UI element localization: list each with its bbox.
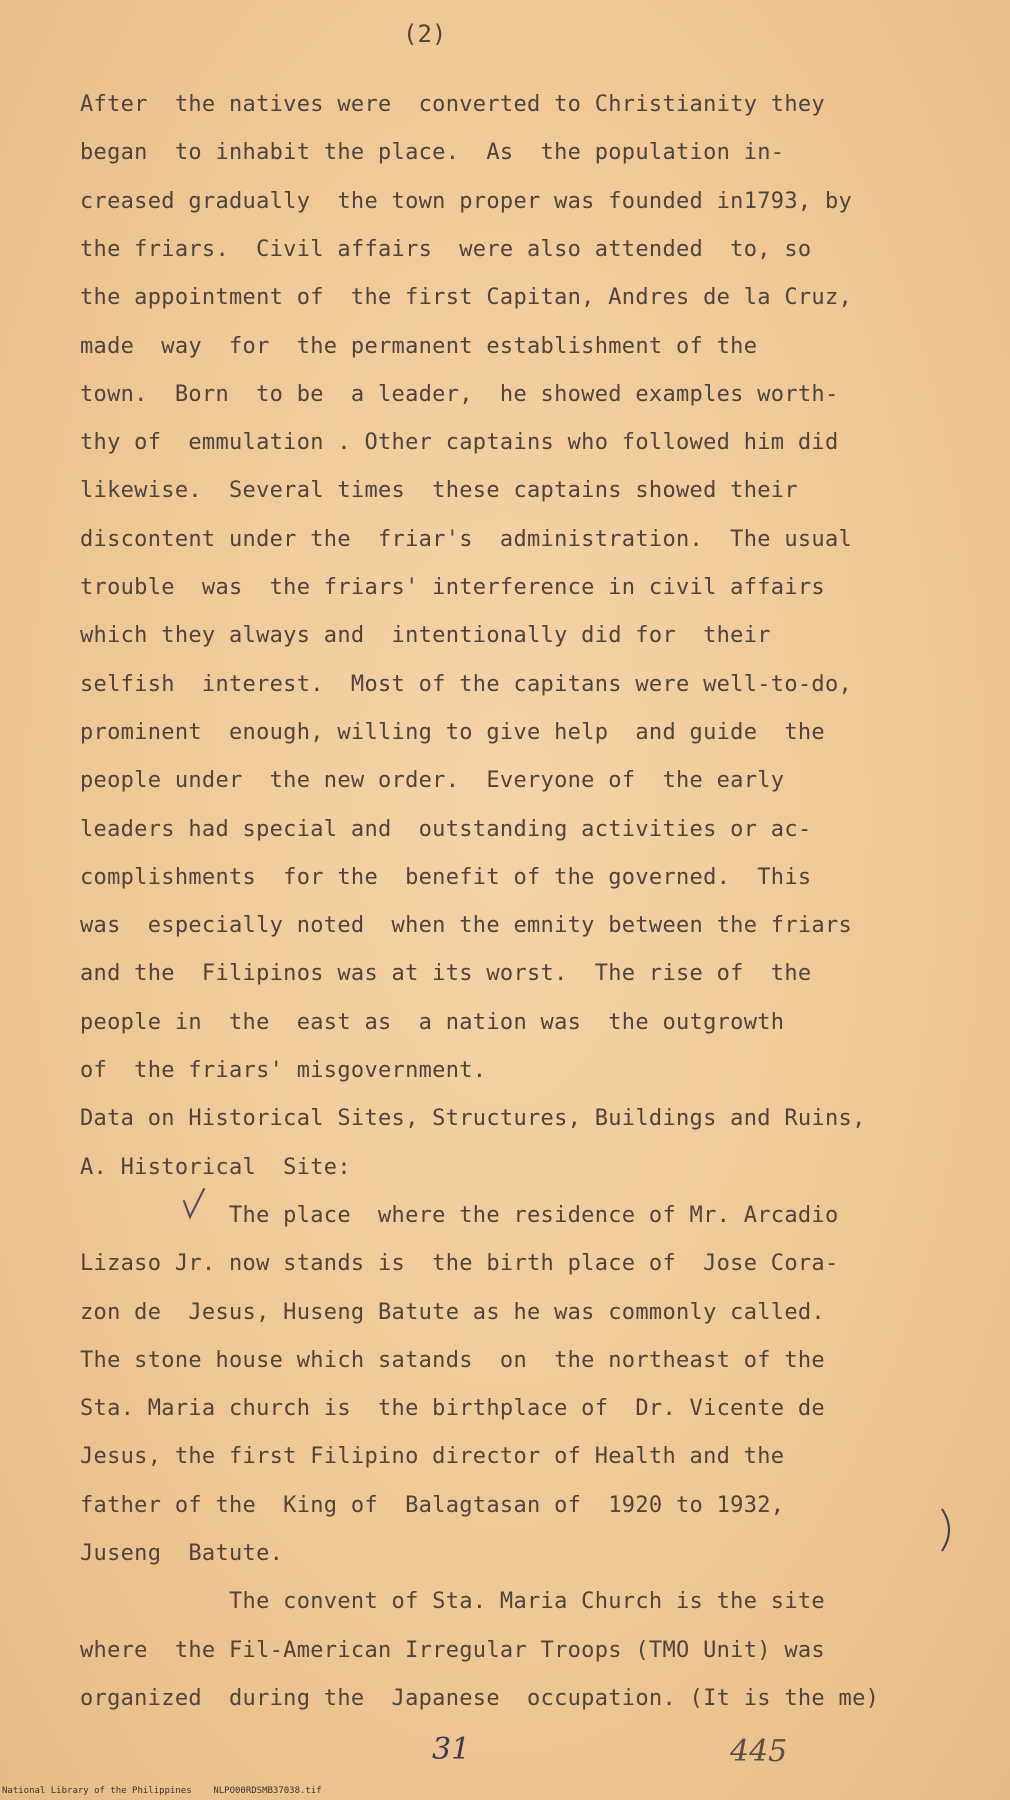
text-line: creased gradually the town proper was founded in1793, by — [80, 188, 853, 214]
text-line: A. Historical Site: — [80, 1154, 351, 1180]
text-line: began to inhabit the place. As the population in- — [80, 140, 785, 166]
text-line: which they always and intentionally did for their — [80, 623, 771, 649]
text-line: and the Filipinos was at its worst. The rise of the — [80, 961, 812, 987]
footer-source: National Library of the Philippines NLPO00RDSMB37038.tif — [2, 1786, 322, 1796]
text-line: town. Born to be a leader, he showed examples worth- — [80, 381, 839, 407]
text-line: The stone house which satands on the northeast of the — [80, 1347, 825, 1373]
text-line: father of the King of Balagtasan of 1920 to 1932, — [80, 1492, 785, 1518]
text-line: complishments for the benefit of the governed. This — [80, 864, 812, 890]
text-line: Data on Historical Sites, Structures, Buildings and Ruins, — [80, 1106, 866, 1132]
text-line: The place where the residence of Mr. Arcadio — [80, 1202, 839, 1228]
text-line: was especially noted when the emnity between the friars — [80, 913, 853, 939]
text-line: the appointment of the first Capitan, Andres de la Cruz, — [80, 285, 853, 311]
text-line: likewise. Several times these captains showed their — [80, 478, 798, 504]
handwritten-number-right: 445 — [730, 1734, 788, 1769]
text-line: Sta. Maria church is the birthplace of Dr. Vicente de — [80, 1396, 825, 1422]
text-line: trouble was the friars' interference in civil affairs — [80, 575, 825, 600]
text-line: where the Fil-American Irregular Troops (TMO Unit) was — [80, 1637, 825, 1663]
text-line: selfish interest. Most of the capitans were well-to-do, — [80, 671, 853, 697]
page-number: (2) — [403, 20, 447, 48]
text-line: people under the new order. Everyone of the early — [80, 768, 785, 794]
text-line: thy of emmulation . Other captains who followed him did — [80, 430, 839, 456]
text-line: prominent enough, willing to give help and guide the — [80, 719, 825, 745]
text-line: the friars. Civil affairs were also attended to, so — [80, 236, 812, 262]
text-line: Jesus, the first Filipino director of Health and the — [80, 1444, 785, 1470]
handwritten-bracket-icon — [938, 1505, 958, 1555]
text-line: organized during the Japanese occupation. (It is the me) — [80, 1685, 880, 1711]
text-line: Lizaso Jr. now stands is the birth place of Jose Cora- — [80, 1251, 839, 1277]
text-line: zon de Jesus, Huseng Batute as he was commonly called. — [80, 1299, 825, 1325]
text-line: After the natives were converted to Christianity they — [80, 92, 825, 117]
text-line: people in the east as a nation was the outgrowth — [80, 1009, 785, 1035]
text-line: Juseng Batute. — [80, 1541, 284, 1566]
text-line: The convent of Sta. Maria Church is the site — [80, 1589, 825, 1615]
text-line: leaders had special and outstanding activities or ac- — [80, 816, 812, 842]
text-line: made way for the permanent establishment of the — [80, 333, 758, 359]
handwritten-number-left: 31 — [432, 1732, 471, 1767]
text-line: of the friars' misgovernment. — [80, 1058, 487, 1083]
text-line: discontent under the friar's administration. The usual — [80, 526, 853, 552]
check-mark-icon — [180, 1183, 210, 1223]
